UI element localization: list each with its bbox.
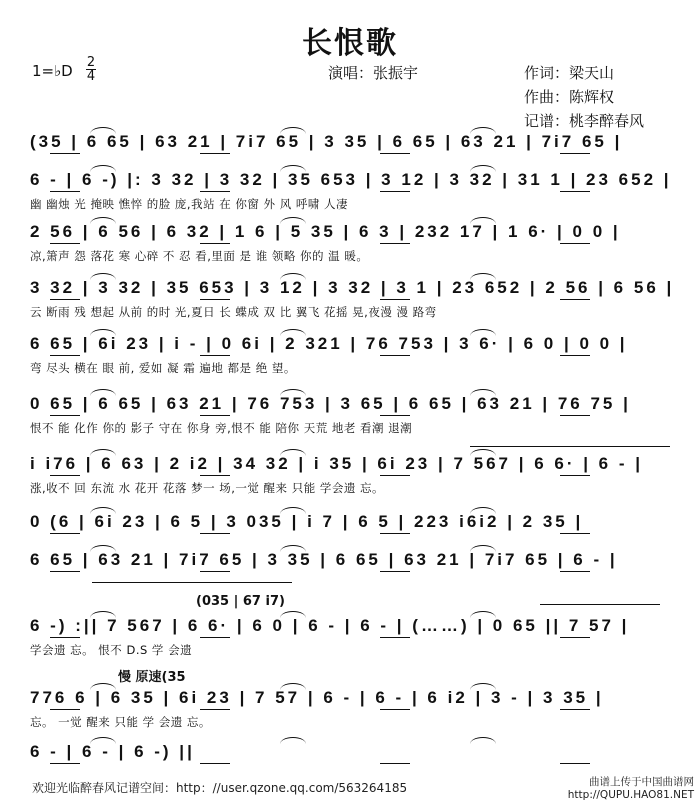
slur-mark [280, 273, 306, 280]
beam-line [560, 475, 590, 476]
beam-line [200, 355, 230, 356]
beam-line [50, 153, 80, 154]
score-row-9-notes: 6 65 | 63 21 | 7i7 65 | 3 35 | 6 65 | 63 21 | 7i7 65 | 6 - | [30, 550, 618, 569]
beam-line [380, 475, 410, 476]
score-row-8-notes: 0 (6 | 6i 23 | 6 5 | 3 035 | i 7 | 6 5 | 223 i6i2 | 2 35 | [30, 512, 584, 531]
time-sig-bottom: 4 [86, 69, 96, 84]
slur-mark [90, 611, 116, 618]
beam-line [380, 355, 410, 356]
beam-line [200, 299, 230, 300]
singer-credit: 演唱：张振宇 [328, 64, 419, 82]
slur-mark [280, 545, 306, 552]
time-signature [86, 56, 96, 83]
beam-line [380, 533, 410, 534]
score-row-10-lyrics: 学会遗 忘。 恨不 D.S 学 会遗 [30, 643, 193, 657]
key-signature [32, 62, 73, 80]
beam-line [200, 475, 230, 476]
slur-mark [90, 389, 116, 396]
score-row-6-lyrics: 恨不 能 化作 你的 影子 守在 你身 旁,恨不 能 陪你 天荒 地老 看潮 退潮 [30, 421, 413, 435]
beam-line [50, 637, 80, 638]
composer-credit: 作曲：陈辉权 [524, 88, 615, 106]
beam-line [380, 191, 410, 192]
score-row-7-notes: i i76 | 6 63 | 2 i2 | 34 32 | i 35 | 6i 23 | 7 567 | 6 6· | 6 - | [30, 454, 644, 473]
slur-mark [470, 449, 496, 456]
beam-line [560, 191, 590, 192]
slur-mark [90, 683, 116, 690]
beam-line [50, 299, 80, 300]
slur-mark [470, 683, 496, 690]
beam-line [560, 355, 590, 356]
beam-line [50, 533, 80, 534]
score-row-5-notes: 6 65 | 6i 23 | i - | 0 6i | 2 321 | 76 753 | 3 6· | 6 0 | 0 0 | [30, 334, 628, 353]
slur-mark [90, 507, 116, 514]
footer-watermark-line2: http://QUPU.HAO81.NET [567, 789, 694, 801]
beam-line [200, 571, 230, 572]
beam-line [380, 637, 410, 638]
volta-bracket [92, 582, 292, 583]
beam-line [380, 243, 410, 244]
beam-line [380, 571, 410, 572]
beam-line [200, 415, 230, 416]
beam-line [50, 243, 80, 244]
score-row-7-lyrics: 涨,收不 回 东流 水 花开 花落 梦一 场,一觉 醒来 只能 学会遗 忘。 [30, 481, 385, 495]
beam-line [380, 153, 410, 154]
transcriber-credit: 记谱：桃李醉春风 [524, 112, 645, 130]
beam-line [560, 571, 590, 572]
beam-line [380, 709, 410, 710]
slur-mark [470, 507, 496, 514]
slur-mark [470, 329, 496, 336]
slur-mark [280, 329, 306, 336]
slur-mark [470, 737, 496, 744]
footer-watermark [568, 776, 694, 802]
score-row-2-lyrics: 幽 幽烛 光 掩映 憔悴 的脸 庞,我站 在 你窗 外 风 呼啸 人凄 [30, 197, 349, 211]
score-row-2-notes: 6 - | 6 -) |: 3 32 | 3 32 | 35 653 | 3 12 | 3 32 | 31 1 | 23 652 | [30, 170, 672, 189]
beam-line [560, 299, 590, 300]
slur-mark [90, 449, 116, 456]
slur-mark [470, 611, 496, 618]
score-row-10-annotation: (035 | 67 i7) [196, 594, 285, 609]
beam-line [50, 355, 80, 356]
slur-mark [90, 165, 116, 172]
slur-mark [90, 127, 116, 134]
beam-line [200, 637, 230, 638]
beam-line [380, 763, 410, 764]
slur-mark [280, 507, 306, 514]
slur-mark [470, 273, 496, 280]
score-row-4-notes: 3 32 | 3 32 | 35 653 | 3 12 | 3 32 | 3 1 | 23 652 | 2 56 | 6 56 | [30, 278, 675, 297]
lyricist-credit: 作词：梁天山 [524, 64, 615, 82]
score-row-6-notes: 0 65 | 6 65 | 63 21 | 76 753 | 3 65 | 6 65 | 63 21 | 76 75 | [30, 394, 631, 413]
score-row-10-notes: 6 -) :|| 7 567 | 6 6· | 6 0 | 6 - | 6 - | (……) | 0 65 || 7 57 | [30, 616, 630, 635]
beam-line [560, 533, 590, 534]
slur-mark [90, 273, 116, 280]
slur-mark [280, 611, 306, 618]
slur-mark [470, 545, 496, 552]
slur-mark [470, 165, 496, 172]
time-sig-top: 2 [86, 55, 96, 70]
score-row-12-notes: 6 - | 6 - | 6 -) || [30, 742, 195, 761]
beam-line [200, 533, 230, 534]
slur-mark [280, 683, 306, 690]
footer-text: 欢迎光临醉春风记谱空间：http：//user.qzone.qq.com/563264185 [32, 781, 408, 795]
beam-line [200, 763, 230, 764]
beam-line [560, 763, 590, 764]
slur-mark [280, 449, 306, 456]
beam-line [380, 299, 410, 300]
beam-line [50, 415, 80, 416]
slur-mark [470, 217, 496, 224]
beam-line [50, 191, 80, 192]
beam-line [380, 415, 410, 416]
slur-mark [280, 165, 306, 172]
beam-line [200, 243, 230, 244]
slur-mark [90, 329, 116, 336]
beam-line [560, 637, 590, 638]
beam-line [560, 709, 590, 710]
slur-mark [280, 217, 306, 224]
slur-mark [280, 737, 306, 744]
score-row-3-notes: 2 56 | 6 56 | 6 32 | 1 6 | 5 35 | 6 3 | 232 17 | 1 6· | 0 0 | [30, 222, 621, 241]
score-row-4-lyrics: 云 断雨 残 想起 从前 的时 光,夏日 长 蝶成 双 比 翼飞 花摇 晃,夜漫 漫 路弯 [30, 305, 437, 319]
slur-mark [470, 389, 496, 396]
score-row-3-lyrics: 凉,箫声 怨 落花 寒 心碎 不 忍 看,里面 是 谁 领略 你的 温 暖。 [30, 249, 369, 263]
beam-line [50, 709, 80, 710]
key-text: 1=♭D [32, 62, 73, 80]
score-row-11-notes: 776 6 | 6 35 | 6i 23 | 7 57 | 6 - | 6 - | 6 i2 | 3 - | 3 35 | [30, 688, 604, 707]
slur-mark [280, 389, 306, 396]
score-row-11-lyrics: 忘。 一觉 醒来 只能 学 会遗 忘。 [30, 715, 211, 729]
beam-line [200, 709, 230, 710]
beam-line [200, 191, 230, 192]
score-row-5-lyrics: 弯 尽头 横在 眼 前, 爱如 凝 霜 遍地 都是 绝 望。 [30, 361, 296, 375]
volta-bracket [540, 604, 660, 605]
slur-mark [90, 545, 116, 552]
slur-mark [280, 127, 306, 134]
slur-mark [470, 127, 496, 134]
beam-line [560, 243, 590, 244]
volta-bracket [470, 446, 670, 447]
beam-line [200, 153, 230, 154]
beam-line [50, 571, 80, 572]
score-row-1-notes: (35 | 6 65 | 63 21 | 7i7 65 | 3 35 | 6 65 | 63 21 | 7i7 65 | [30, 132, 623, 151]
slur-mark [90, 737, 116, 744]
beam-line [50, 763, 80, 764]
beam-line [50, 475, 80, 476]
slur-mark [90, 217, 116, 224]
beam-line [560, 153, 590, 154]
page-title: 长恨歌 [302, 26, 398, 61]
footer-watermark-line1: 曲谱上传于中国曲谱网 [589, 776, 694, 788]
beam-line [560, 415, 590, 416]
score-row-11-annotation: 慢 原速(35 [118, 670, 186, 685]
